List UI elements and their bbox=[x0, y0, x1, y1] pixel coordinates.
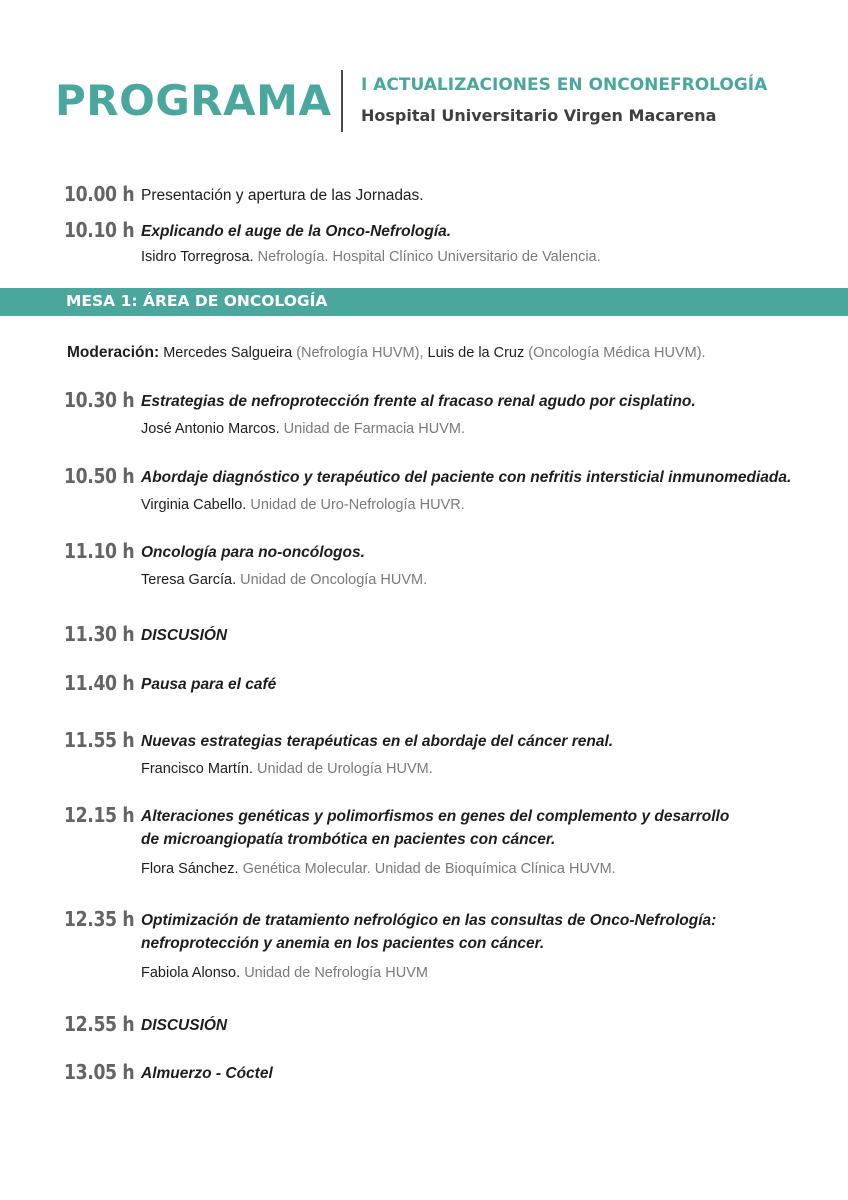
speaker-affiliation: Unidad de Farmacia HUVM. bbox=[283, 421, 465, 437]
page-header bbox=[0, 0, 848, 150]
schedule-time: 10.30 h bbox=[64, 388, 135, 412]
speaker-name: Isidro Torregrosa. bbox=[141, 249, 254, 265]
schedule-title: DISCUSIÓN bbox=[141, 627, 228, 644]
schedule-title: Almuerzo - Cóctel bbox=[141, 1065, 273, 1082]
page-title: PROGRAMA bbox=[55, 76, 332, 125]
schedule-title: Estrategias de nefroprotección frente al fracaso renal agudo por cisplatino. bbox=[141, 393, 696, 410]
schedule-title: Alteraciones genéticas y polimorfismos en genes del complemento y desarrollo de microangiopatía trombótica en pacientes con cáncer. bbox=[141, 808, 730, 848]
moderator-name: Luis de la Cruz bbox=[427, 345, 525, 361]
section-title: MESA 1: ÁREA DE ONCOLOGÍA bbox=[66, 292, 328, 310]
schedule-time: 10.10 h bbox=[64, 218, 135, 242]
event-title: I ACTUALIZACIONES EN ONCONEFROLOGÍA bbox=[361, 75, 768, 95]
schedule-time: 12.35 h bbox=[64, 907, 135, 931]
moderator-name: Mercedes Salgueira bbox=[163, 345, 293, 361]
schedule-time: 11.10 h bbox=[64, 539, 135, 563]
speaker-line bbox=[141, 572, 427, 588]
schedule-time: 12.55 h bbox=[64, 1012, 135, 1036]
schedule-title: Oncología para no-oncólogos. bbox=[141, 544, 365, 561]
header-divider bbox=[341, 70, 343, 132]
speaker-affiliation: Nefrología. Hospital Clínico Universitario de Valencia. bbox=[257, 249, 601, 265]
speaker-affiliation: Genética Molecular. Unidad de Bioquímica Clínica HUVM. bbox=[242, 861, 616, 877]
speaker-line bbox=[141, 761, 433, 777]
schedule-time: 12.15 h bbox=[64, 803, 135, 827]
schedule-title: DISCUSIÓN bbox=[141, 1017, 228, 1034]
schedule-title: Presentación y apertura de las Jornadas. bbox=[141, 187, 424, 204]
speaker-name: Flora Sánchez. bbox=[141, 861, 239, 877]
event-subtitle: Hospital Universitario Virgen Macarena bbox=[361, 106, 717, 125]
speaker-line bbox=[141, 965, 428, 981]
schedule-time: 11.30 h bbox=[64, 622, 135, 646]
speaker-affiliation: Unidad de Uro-Nefrología HUVR. bbox=[250, 497, 465, 513]
speaker-affiliation: Unidad de Oncología HUVM. bbox=[240, 572, 428, 588]
moderator-affiliation: (Oncología Médica HUVM). bbox=[528, 345, 706, 361]
moderation-label: Moderación: bbox=[67, 344, 160, 361]
speaker-name: Francisco Martín. bbox=[141, 761, 253, 777]
section-banner bbox=[0, 288, 848, 316]
speaker-affiliation: Unidad de Nefrología HUVM bbox=[244, 965, 428, 981]
moderator-affiliation: (Nefrología HUVM), bbox=[296, 345, 424, 361]
schedule-time: 10.00 h bbox=[64, 182, 135, 206]
schedule-title: Optimización de tratamiento nefrológico en las consultas de Onco-Nefrología: nefroprotección y anemia en los pacientes con cáncer. bbox=[141, 912, 717, 952]
speaker-name: Teresa García. bbox=[141, 572, 237, 588]
speaker-line bbox=[141, 861, 616, 877]
schedule-title: Explicando el auge de la Onco-Nefrología. bbox=[141, 223, 452, 240]
speaker-line bbox=[141, 497, 465, 513]
schedule-time: 13.05 h bbox=[64, 1060, 135, 1084]
schedule-title: Abordaje diagnóstico y terapéutico del paciente con nefritis intersticial inmunomediada. bbox=[141, 469, 792, 486]
schedule-time: 11.55 h bbox=[64, 728, 135, 752]
speaker-name: José Antonio Marcos. bbox=[141, 421, 280, 437]
schedule-title: Pausa para el café bbox=[141, 676, 277, 693]
speaker-line bbox=[141, 249, 601, 265]
speaker-name: Fabiola Alonso. bbox=[141, 965, 241, 981]
speaker-affiliation: Unidad de Urología HUVM. bbox=[257, 761, 433, 777]
speaker-line bbox=[141, 421, 465, 437]
schedule-time: 10.50 h bbox=[64, 464, 135, 488]
schedule-title: Nuevas estrategias terapéuticas en el abordaje del cáncer renal. bbox=[141, 733, 614, 750]
speaker-name: Virginia Cabello. bbox=[141, 497, 247, 513]
schedule-time: 11.40 h bbox=[64, 671, 135, 695]
moderation-line bbox=[67, 344, 706, 362]
